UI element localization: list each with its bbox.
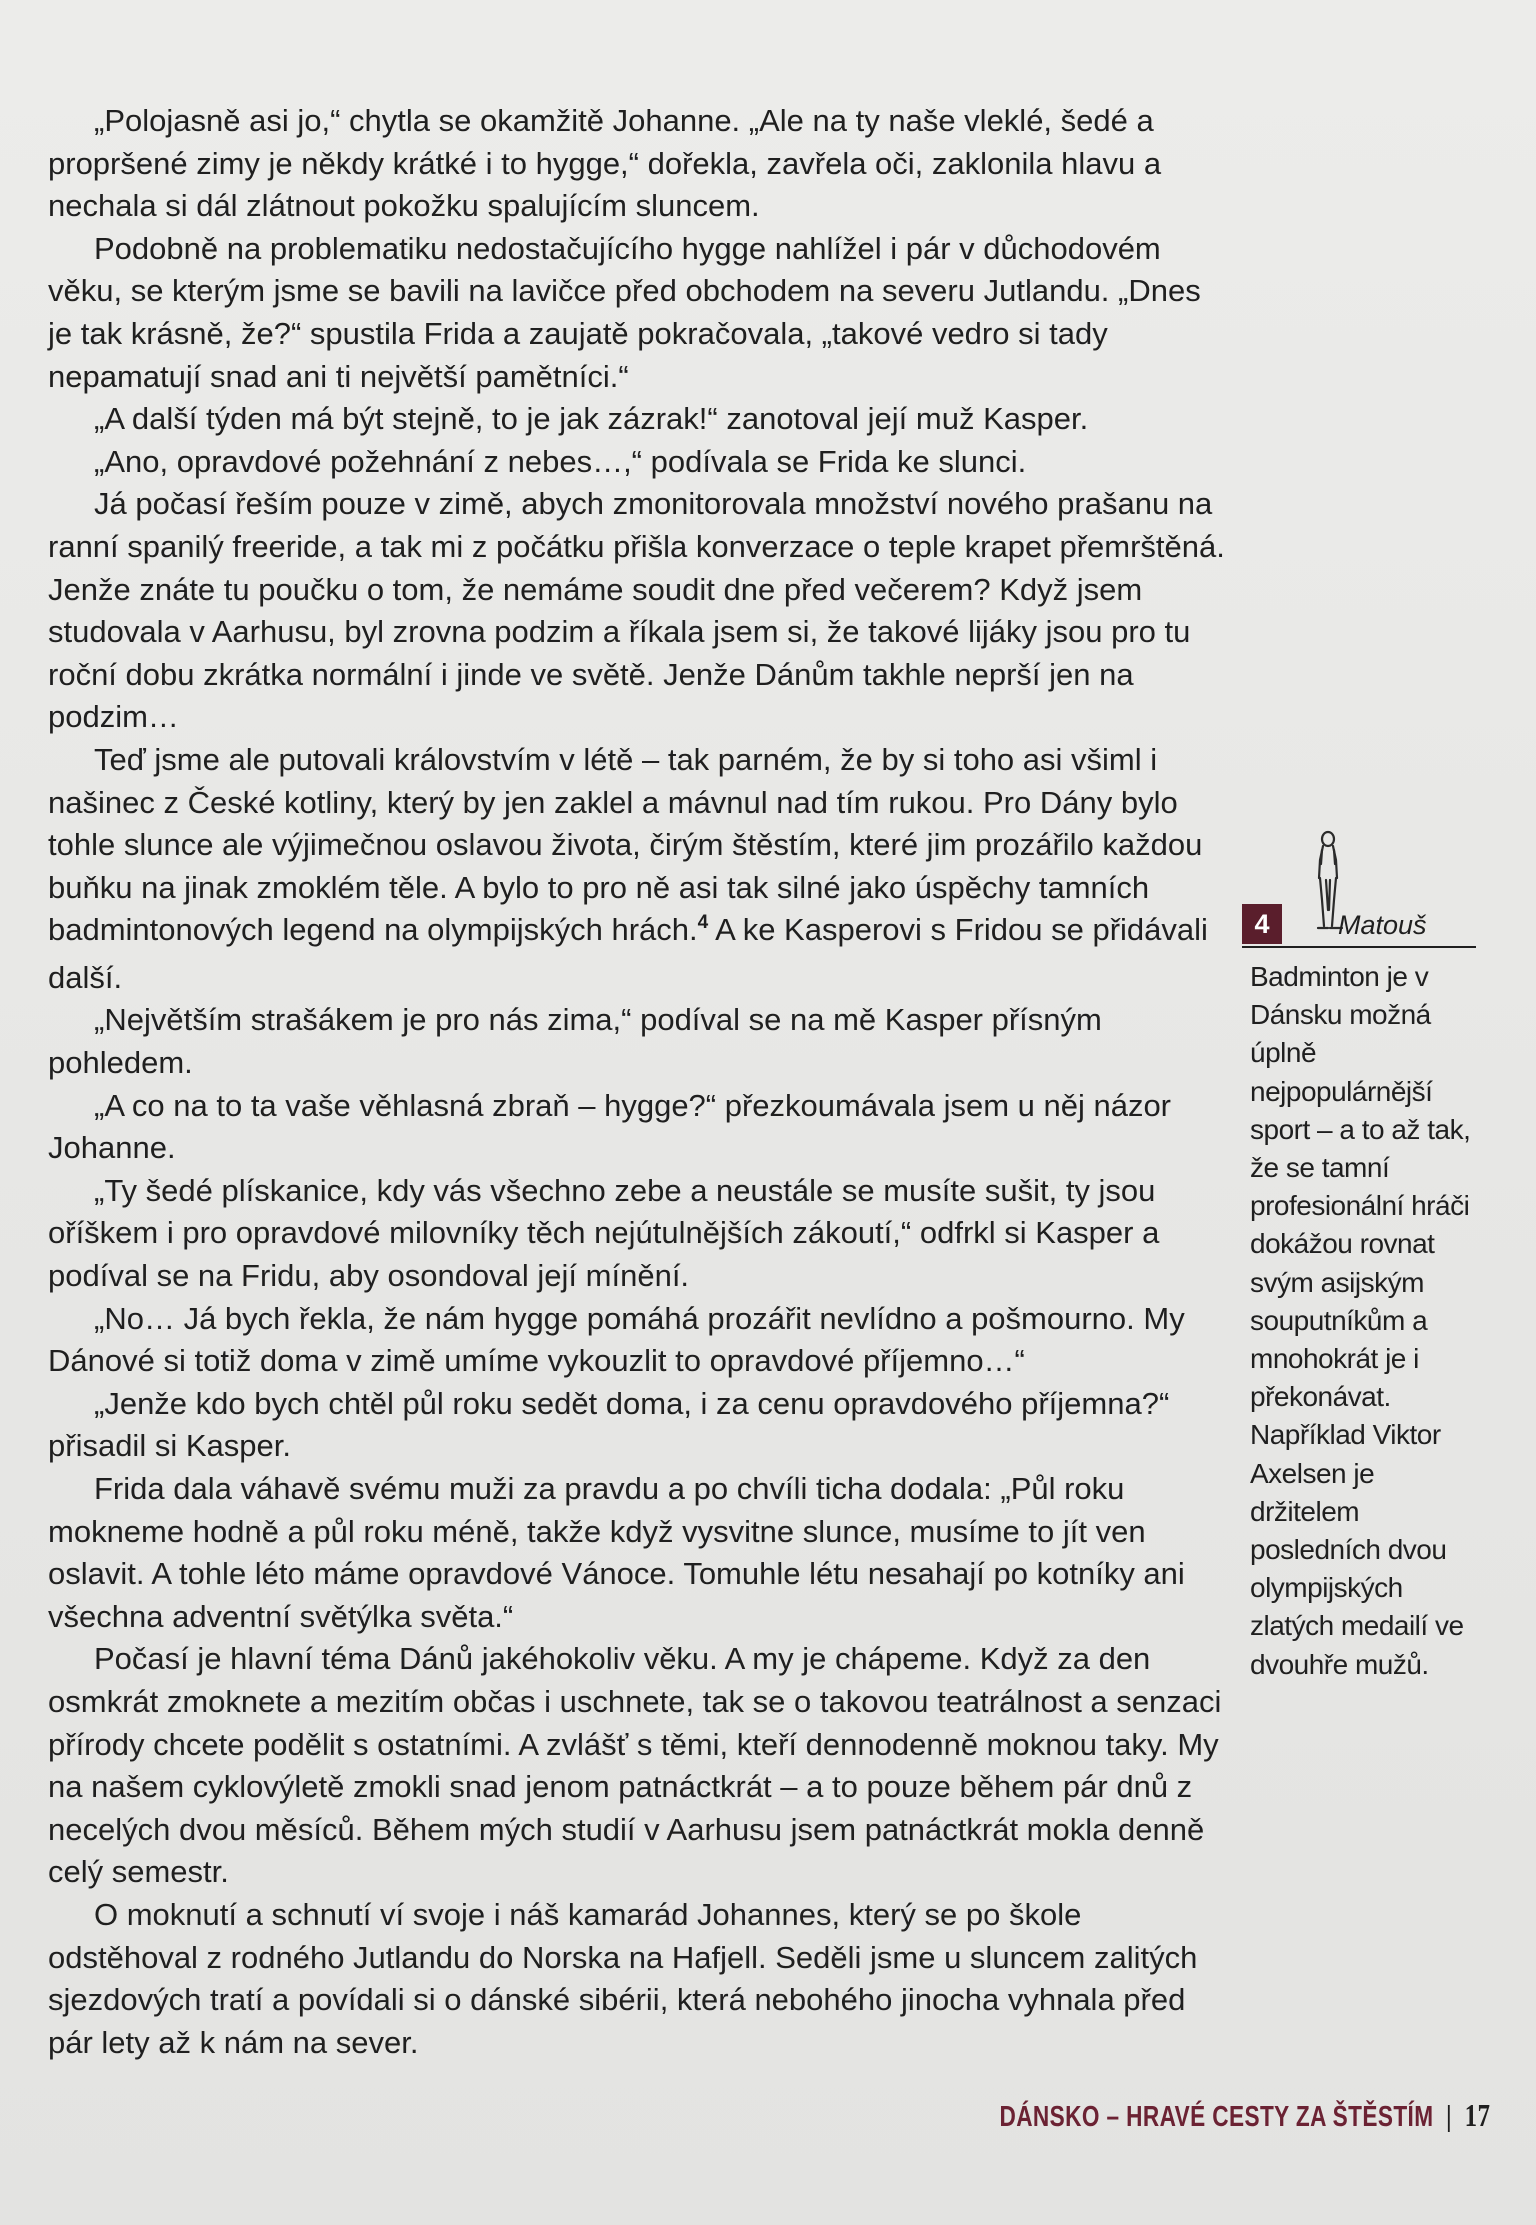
paragraph-12: Frida dala váhavě svému muži za pravdu a po chvíli ticha dodala: „Půl roku mokneme hodně a půl roku méně, takže když vysvitne slunce, musíme to jít ven oslavit. A tohle léto máme opravdové Vánoce. Tomuhle létu nesahají po kotníky ani všechna adventní světýlka světa.“ <box>48 1471 1185 1634</box>
footnote-text: Badminton je v Dánsku možná úplně nejpopulárnější sport – a to až tak, že se tamní profesionální hráči dokážou rovnat svým asijským souputníkům a mnohokrát je i překonávat. Například Viktor Axelsen je držitelem posledních dvou olympijských zlatých medailí ve dvouhře mužů. <box>1250 961 1471 1680</box>
paragraph-5: Já počasí řeším pouze v zimě, abych zmonitorovala množství nového prašanu na ranní spanilý freeride, a tak mi z počátku přišla konverzace o teple krapet přemrštěná. Jenže znáte tu poučku o tom, že nemáme soudit dne před večerem? Když jsem studovala v Aarhusu, byl zrovna podzim a říkala jsem si, že takové lijáky jsou pro tu roční dobu zkrátka normální i jinde ve světě. Jenže Dánům takhle neprší jen na podzim… <box>48 486 1225 735</box>
footer-separator: | <box>1445 2101 1452 2133</box>
paragraph-4: „Ano, opravdové požehnání z nebes…,“ podívala se Frida ke slunci. <box>94 443 1027 479</box>
paragraph-1: „Polojasně asi jo,“ chytla se okamžitě Johanne. „Ale na ty naše vleklé, šedé a propršené zimy je někdy krátké i to hygge,“ dořekla, zavřela oči, zaklonila hlavu a nechala si dál zlátnout pokožku spalujícím sluncem. <box>48 103 1162 224</box>
paragraph-8: „A co na to ta vaše věhlasná zbraň – hygge?“ přezkoumávala jsem u něj názor Johanne. <box>48 1087 1172 1166</box>
main-text-column <box>48 100 1228 2064</box>
paragraph-2: Podobně na problematiku nedostačujícího hygge nahlížel i pár v důchodovém věku, se kterým jsme se bavili na lavičce před obchodem na severu Jutlandu. „Dnes je tak krásně, že?“ spustila Frida a zaujatě pokračovala, „takové vedro si tady nepamatují snad ani ti největší pamětníci.“ <box>48 230 1201 394</box>
footnote-reference[interactable]: 4 <box>697 912 709 934</box>
footnote-author: Matouš <box>1338 910 1427 940</box>
paragraph-13: Počasí je hlavní téma Dánů jakéhokoliv věku. A my je chápeme. Když za den osmkrát zmoknete a mezitím občas i uschnete, tak se o takovou teatrálnost a senzaci přírody chcete podělit s ostatními. A zvlášť s těmi, kteří dennodenně moknou taky. My na našem cyklovýletě zmokli snad jenom patnáctkrát – a to pouze během pár dnů z necelých dvou měsíců. Během mých studií v Aarhusu jsem patnáctkrát mokla denně celý semestr. <box>48 1641 1222 1890</box>
footnote-divider <box>1242 946 1476 948</box>
paragraph-7: „Největším strašákem je pro nás zima,“ podíval se na mě Kasper přísným pohledem. <box>48 1002 1102 1081</box>
paragraph-11: „Jenže kdo bych chtěl půl roku sedět doma, i za cenu opravdového příjemna?“ přisadil si Kasper. <box>48 1385 1170 1464</box>
footnote-number-badge: 4 <box>1242 904 1282 944</box>
paragraph-9: „Ty šedé plískanice, kdy vás všechno zebe a neustále se musíte sušit, ty jsou oříškem i pro opravdové milovníky těch nejútulnějších zákoutí,“ odfrkl si Kasper a podíval se na Fridu, aby osondoval její mínění. <box>48 1172 1160 1294</box>
paragraph-6-text: Teď jsme ale putovali královstvím v létě – tak parném, že by si toho asi všiml i našinec z České kotliny, který by jen zaklel a mávnul nad tím rukou. Pro Dány bylo tohle slunce ale výjimečnou oslavou života, čirým štěstím, které jim prozářilo každou buňku na jinak zmoklém těle. A bylo to pro ně asi tak silné jako úspěchy tamních badmintonových legend na olympijských hrách. <box>48 741 1203 948</box>
paragraph-6 <box>48 739 1228 1000</box>
paragraph-14: O moknutí a schnutí ví svoje i náš kamarád Johannes, který se po škole odstěhoval z rodného Jutlandu do Norska na Hafjell. Seděli jsme u sluncem zalitých sjezdových tratí a povídali si o dánské sibérii, která nebohého jinocha vyhnala před pár lety až k nám na sever. <box>48 1896 1198 2060</box>
page-number: 17 <box>1464 2097 1490 2133</box>
paragraph-10: „No… Já bych řekla, že nám hygge pomáhá prozářit nevlídno a pošmourno. My Dánové si totiž doma v zimě umíme vykouzlit to opravdové příjemno…“ <box>48 1300 1185 1379</box>
running-title: DÁNSKO – HRAVÉ CESTY ZA ŠTĚSTÍM <box>999 2101 1434 2133</box>
paragraph-3: „A další týden má být stejně, to je jak zázrak!“ zanotoval její muž Kasper. <box>94 401 1089 437</box>
paragraph-6-text-cont: A ke Kasperovi s Fridou se přidávali další. <box>48 912 1208 995</box>
page-footer <box>999 2097 1490 2134</box>
